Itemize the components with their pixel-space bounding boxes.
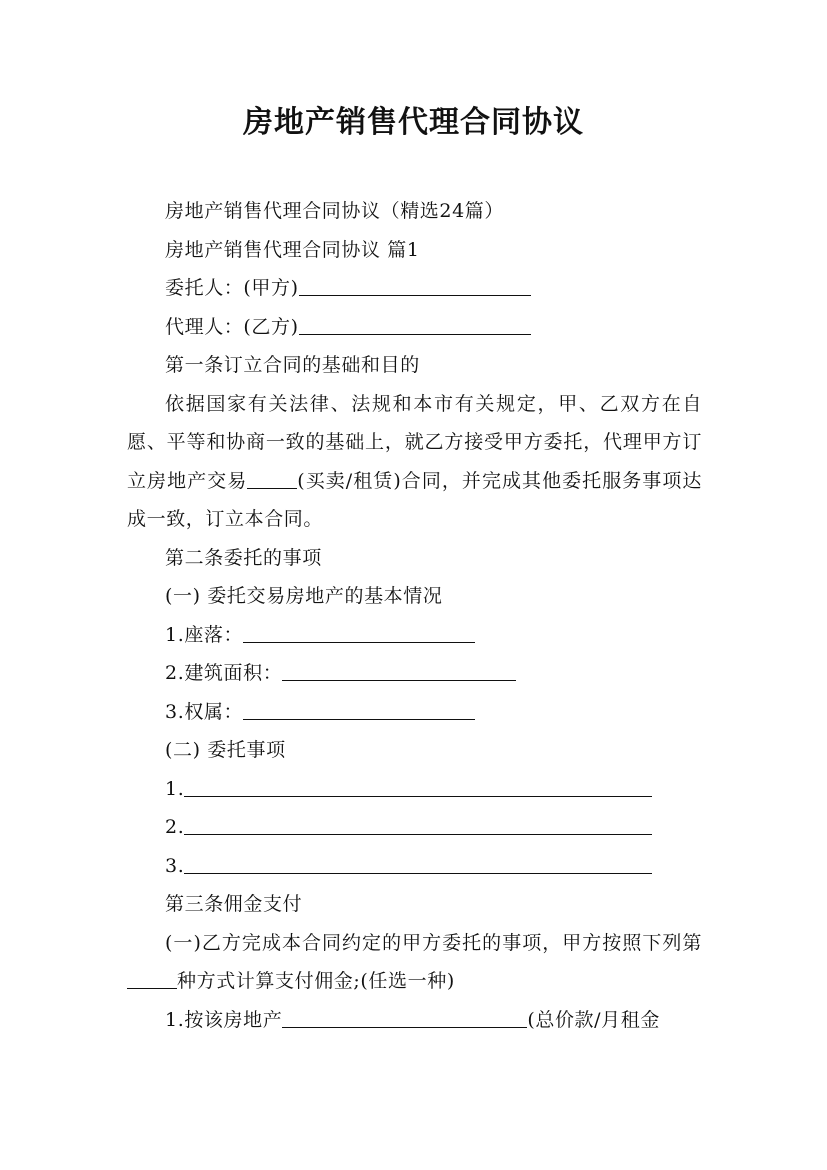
- area-blank: [282, 658, 516, 681]
- article-2-sub-1: [127, 577, 702, 616]
- location-line: [127, 616, 702, 655]
- agent-blank: [299, 312, 531, 335]
- location-label: 1.座落：: [165, 623, 244, 646]
- article-1-paragraph: [127, 385, 702, 539]
- article-2-heading-text: 第二条委托的事项: [165, 546, 322, 569]
- section-title-line: [127, 231, 702, 270]
- article-3-text-a: (一)乙方完成本合同约定的甲方委托的事项，甲方按照下列第: [165, 931, 702, 954]
- agent-label: 代理人：(乙方): [165, 315, 299, 338]
- matter-3-label: 3.: [165, 854, 185, 877]
- trade-type-blank: [247, 466, 297, 489]
- document-body: [127, 192, 702, 1039]
- article-3-paragraph: [127, 924, 702, 1001]
- article-3-item-1: [127, 1001, 702, 1040]
- article-3-item-1-a: 1.按该房地产: [165, 1008, 283, 1031]
- article-2-sub-1-text: (一) 委托交易房地产的基本情况: [165, 585, 443, 607]
- commission-method-blank: [127, 966, 177, 989]
- article-1-heading: [127, 346, 702, 385]
- ownership-blank: [243, 697, 475, 720]
- ownership-label: 3.权属：: [165, 700, 244, 723]
- matter-line-2: [127, 808, 702, 847]
- article-3-text-b: 种方式计算支付佣金;(任选一种): [177, 970, 455, 992]
- article-1-text-end: (买卖/租赁)合同，并完成其他委托服务事项达成一致，订立本合同。: [127, 469, 702, 530]
- intro-text: 房地产销售代理合同协议（精选24篇）: [165, 200, 504, 222]
- area-label: 2.建筑面积：: [165, 662, 283, 684]
- principal-blank: [299, 273, 531, 296]
- matter-2-blank: [184, 812, 652, 835]
- section-title: 房地产销售代理合同协议 篇1: [165, 238, 420, 261]
- principal-label: 委托人：(甲方): [165, 277, 299, 299]
- document-title: 房地产销售代理合同协议: [243, 105, 584, 140]
- matter-1-label: 1.: [165, 777, 185, 800]
- article-2-sub-2-text: (二) 委托事项: [165, 739, 286, 761]
- location-blank: [243, 620, 475, 643]
- article-1-text: 依据国家有关法律、法规和本市有关规定，甲、乙双方在自愿、平等和协商一致的基础上，就乙方接受甲方委托，代理甲方订立房地产交易: [127, 392, 702, 492]
- article-1-heading-text: 第一条订立合同的基础和目的: [165, 354, 420, 376]
- article-3-item-1-b: (总价款/月租金: [527, 1008, 660, 1031]
- article-2-heading: [127, 539, 702, 578]
- ownership-line: [127, 693, 702, 732]
- matter-line-1: [127, 770, 702, 809]
- matter-1-blank: [184, 774, 652, 797]
- matter-2-label: 2.: [165, 816, 185, 838]
- article-3-heading: [127, 885, 702, 924]
- area-line: [127, 654, 702, 693]
- price-blank: [282, 1005, 527, 1028]
- principal-line: [127, 269, 702, 308]
- matter-line-3: [127, 847, 702, 886]
- intro-line: [127, 192, 702, 231]
- article-3-heading-text: 第三条佣金支付: [165, 893, 303, 915]
- matter-3-blank: [184, 851, 652, 874]
- article-2-sub-2: [127, 731, 702, 770]
- agent-line: [127, 308, 702, 347]
